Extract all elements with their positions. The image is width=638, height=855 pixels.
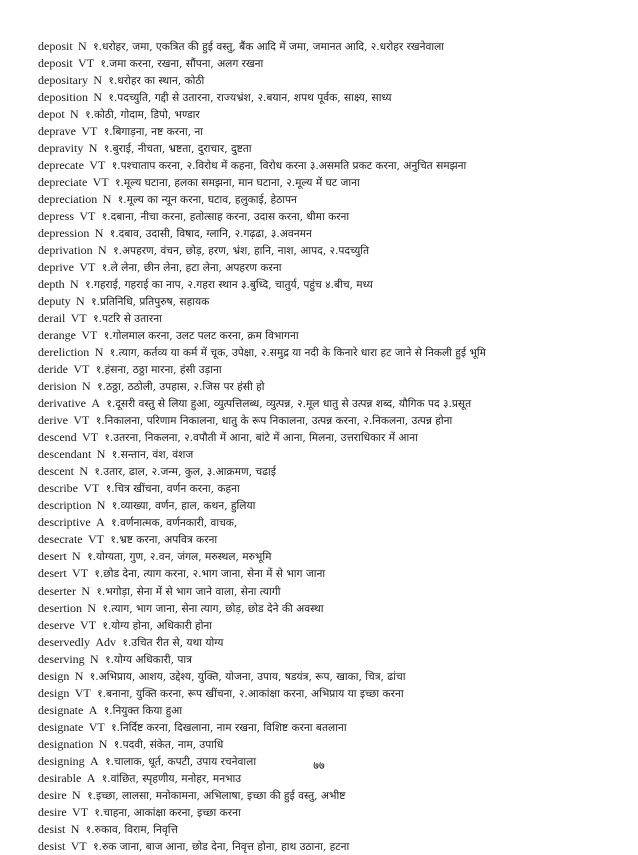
entry-part-of-speech: VT (70, 838, 87, 853)
entry-headword: depreciate (38, 175, 88, 190)
entry-headword: dereliction (38, 345, 90, 360)
entry-headword: designate (38, 719, 84, 734)
dictionary-entry (38, 378, 630, 395)
dictionary-entry (38, 821, 630, 838)
entry-part-of-speech: VT (73, 413, 90, 428)
entry-headword: desirable (38, 770, 82, 785)
dictionary-entry (38, 106, 630, 123)
dictionary-entry (38, 157, 630, 174)
entry-headword: derange (38, 328, 76, 343)
entry-part-of-speech: N (79, 464, 89, 479)
entry-meaning: १.जमा करना, रखना, सौंपना, अलग रखना (100, 58, 264, 71)
entry-part-of-speech: VT (72, 566, 89, 581)
entry-meaning: १.रुकाव, विराम, निवृत्ति (85, 823, 178, 836)
entry-meaning: १.बिगाड़ना, नष्ट करना, ना (103, 126, 204, 139)
dictionary-entry (38, 395, 630, 412)
entry-meaning: १.त्याग, भाग जाना, सेना त्याग, छोड़, छोड देने की अवस्था (102, 602, 324, 615)
entry-meaning: १.दबाव, उदासी, विषाद, ग्लानि, २.गढ़ढा, ३.अवनमन (109, 228, 312, 241)
entry-part-of-speech: N (72, 549, 81, 564)
dictionary-entry (38, 514, 630, 531)
entry-part-of-speech: A (91, 396, 101, 411)
entry-part-of-speech: N (93, 90, 103, 105)
entry-headword: desire (38, 787, 67, 802)
entry-meaning: १.पदच्युति, गद्दी से उतारना, राज्यभ्रंश, २.बयान, शपथ पूर्वक, साक्ष्य, साध्य (108, 92, 392, 105)
entry-part-of-speech: VT (80, 617, 97, 632)
dictionary-entry (38, 480, 630, 497)
entry-meaning: १.कोठी, गोदाम, डिपो, भण्डार (85, 109, 200, 122)
entry-meaning: १.छोड देना, त्याग करना, २.भाग जाना, सेना में से भाग जाना (94, 568, 326, 581)
entry-meaning: १.भ्रष्ट करना, अपवित्र करना (110, 534, 218, 547)
entry-part-of-speech: N (70, 277, 79, 292)
entry-headword: describe (38, 481, 78, 496)
entry-part-of-speech: N (94, 345, 104, 360)
dictionary-entry (38, 634, 630, 651)
dictionary-entry (38, 174, 630, 191)
entry-list (38, 38, 630, 855)
entry-part-of-speech: N (88, 141, 98, 156)
entry-headword: designing (38, 753, 85, 768)
entry-meaning: १.धरोहर, जमा, एकत्रित की हुई वस्तु, बैंक आदि में जमा, जमानत आदि, २.धरोहर रखनेवाला (93, 41, 445, 53)
entry-headword: designate (38, 702, 84, 717)
dictionary-entry (38, 617, 630, 634)
dictionary-entry (38, 361, 630, 378)
entry-meaning: १.गहराई, गहराई का नाप, २.गहरा स्थान ३.बुध्दि, चातुर्य, पहुंच ४.बीच, मध्य (85, 279, 373, 292)
entry-meaning: १.पश्चाताप करना, २.विरोध में कहना, विरोध करना ३.असमति प्रकट करना, अनुचित समझना (111, 160, 467, 173)
entry-headword: deposit (38, 39, 73, 53)
entry-meaning: १.हंसना, ठठ्ठा मारना, हंसी उड़ाना (95, 364, 222, 377)
entry-meaning: १.चालाक, धूर्त, कपटी, उपाय रचनेवाला (105, 755, 257, 768)
dictionary-entry (38, 668, 630, 685)
entry-headword: depositary (38, 73, 88, 88)
entry-meaning: १.योग्यता, गुण, २.वन, जंगल, मरुस्थल, मरुभूमि (87, 551, 272, 564)
dictionary-entry (38, 565, 630, 582)
dictionary-entry (38, 38, 630, 55)
entry-part-of-speech: A (96, 515, 105, 530)
entry-part-of-speech: VT (92, 175, 109, 190)
entry-meaning: १.वांछित, स्पृहणीय, मनोहर, मनभाउ (101, 772, 242, 785)
entry-meaning: १.सन्तान, वंश, वंशज (111, 449, 194, 462)
entry-headword: deposit (38, 56, 73, 71)
entry-part-of-speech: Adv (95, 634, 117, 649)
entry-headword: desire (38, 804, 67, 819)
entry-part-of-speech: N (93, 73, 103, 88)
entry-headword: designation (38, 736, 94, 751)
entry-meaning: १.ठठ्ठा, ठठोली, उपहास, २.जिस पर हंसी हो (97, 381, 265, 394)
entry-part-of-speech: VT (78, 56, 95, 71)
dictionary-entry (38, 787, 630, 804)
entry-headword: derision (38, 379, 77, 394)
dictionary-entry (38, 276, 630, 293)
entry-part-of-speech: VT (81, 328, 98, 343)
entry-headword: depth (38, 277, 65, 292)
entry-meaning: १.इच्छा, लालसा, मनोकामना, अभिलाषा, इच्छा की हुई वस्तु, अभीष्ट (87, 789, 346, 802)
entry-meaning: १.उतरना, निकलना, २.वपौती में आना, बांटे में आना, मिलना, उत्तराधिकार में आना (104, 432, 418, 445)
dictionary-entry (38, 463, 630, 480)
entry-headword: deride (38, 362, 68, 377)
entry-meaning: १.रुक जाना, बाज आना, छोड देना, निवृत्त होना, हाथ उठाना, हटना (93, 840, 350, 853)
entry-meaning: १.योग्य अधिकारी, पात्र (105, 653, 192, 666)
entry-meaning: १.धरोहर का स्थान, कोठी (108, 75, 205, 88)
entry-headword: deprave (38, 124, 76, 139)
entry-part-of-speech: N (96, 498, 106, 513)
dictionary-entry (38, 446, 630, 463)
dictionary-entry (38, 327, 630, 344)
dictionary-entry (38, 293, 630, 310)
entry-headword: desert (38, 566, 67, 581)
entry-headword: descend (38, 430, 77, 445)
page-number: ७७ (313, 759, 325, 772)
entry-part-of-speech: N (72, 787, 81, 802)
entry-headword: deserter (38, 583, 76, 598)
entry-part-of-speech: VT (89, 158, 106, 173)
dictionary-entry (38, 736, 630, 753)
entry-headword: desert (38, 549, 67, 564)
entry-part-of-speech: N (94, 226, 104, 241)
dictionary-entry (38, 208, 630, 225)
dictionary-entry (38, 548, 630, 565)
entry-headword: deservedly (38, 634, 90, 649)
entry-headword: deserve (38, 617, 75, 632)
dictionary-entry (38, 225, 630, 242)
entry-headword: descendant (38, 447, 92, 462)
entry-part-of-speech: A (86, 770, 96, 785)
entry-part-of-speech: VT (73, 362, 90, 377)
dictionary-entry (38, 310, 630, 327)
entry-headword: derivative (38, 396, 86, 411)
dictionary-entry (38, 191, 630, 208)
dictionary-entry (38, 412, 630, 429)
entry-part-of-speech: VT (88, 719, 105, 734)
dictionary-entry (38, 702, 630, 719)
dictionary-entry (38, 685, 630, 702)
entry-headword: descriptive (38, 515, 91, 530)
dictionary-entry (38, 123, 630, 140)
entry-headword: desecrate (38, 532, 83, 547)
entry-meaning: १.अभिप्राय, आशय, उद्देश्य, युक्ति, योजना, उपाय, षडयंत्र, रूप, खाका, चित्र, ढांचा (89, 670, 406, 683)
entry-meaning: १.निकालना, परिणाम निकालना, धातु के रूप निकालना, उत्पन्न करना, २.निकलना, उत्पन्न होना (95, 415, 453, 428)
entry-meaning: १.निर्दिष्ट करना, दिखलाना, नाम रखना, विशिष्ट करना बतलाना (111, 721, 347, 734)
dictionary-entry (38, 429, 630, 446)
entry-headword: desertion (38, 600, 82, 615)
entry-part-of-speech: VT (79, 260, 96, 275)
entry-part-of-speech: N (81, 583, 91, 598)
entry-meaning: १.व्याख्या, वर्णन, हाल, कथन, हुलिया (111, 500, 256, 513)
entry-meaning: १.वर्णनात्मक, वर्णनकारी, वाचक, (111, 517, 238, 530)
entry-meaning: १.चाहना, आकांक्षा करना, इच्छा करना (94, 806, 241, 819)
entry-headword: depress (38, 209, 74, 224)
dictionary-entry (38, 531, 630, 548)
entry-headword: descent (38, 464, 74, 479)
entry-headword: design (38, 685, 70, 700)
entry-meaning: १.उचित रीत से, यथा योग्य (122, 636, 224, 649)
entry-meaning: १.दबाना, नीचा करना, हतोत्साह करना, उदास करना, धीमा करना (101, 211, 350, 224)
dictionary-entry (38, 259, 630, 276)
entry-headword: deputy (38, 294, 71, 309)
entry-part-of-speech: VT (82, 430, 99, 445)
entry-headword: deprecate (38, 158, 84, 173)
entry-headword: depression (38, 226, 90, 241)
dictionary-entry (38, 804, 630, 821)
entry-meaning: १.चित्र खींचना, वर्णन करना, कहना (105, 483, 240, 496)
entry-meaning: १.ले लेना, छीन लेना, हटा लेना, अपहरण करना (101, 262, 282, 275)
dictionary-entry (38, 651, 630, 668)
entry-headword: depot (38, 107, 65, 122)
entry-meaning: १.प्रतिनिधि, प्रतिपुरुष, सहायक (91, 296, 210, 309)
entry-headword: design (38, 668, 70, 683)
entry-headword: desist (38, 838, 66, 853)
entry-part-of-speech: N (70, 821, 80, 836)
entry-headword: derive (38, 413, 68, 428)
entry-part-of-speech: N (78, 39, 87, 53)
dictionary-entry (38, 719, 630, 736)
entry-part-of-speech: N (96, 447, 106, 462)
entry-part-of-speech: N (74, 668, 84, 683)
entry-meaning: १.बुराई, नीचता, भ्रष्टता, दुराचार, दुष्टता (103, 143, 252, 156)
entry-headword: deposition (38, 90, 88, 105)
entry-headword: depreciation (38, 192, 98, 207)
entry-part-of-speech: VT (74, 685, 91, 700)
entry-meaning: १.पटरि से उतारना (93, 313, 162, 326)
dictionary-entry (38, 344, 630, 361)
entry-part-of-speech: N (98, 736, 108, 751)
entry-meaning: १.मूल्य का न्यून करना, घटाव, हलुकाई, हेठापन (117, 194, 297, 207)
entry-meaning: १.गोलमाल करना, उलट पलट करना, क्रम विभागना (103, 330, 299, 343)
entry-part-of-speech: VT (79, 209, 96, 224)
dictionary-entry (38, 242, 630, 259)
dictionary-entry (38, 72, 630, 89)
entry-meaning: १.भगोड़ा, सेना में से भाग जाने वाला, सेना त्यागी (96, 585, 281, 598)
entry-headword: depravity (38, 141, 84, 156)
entry-headword: derail (38, 311, 66, 326)
entry-part-of-speech: VT (72, 804, 89, 819)
dictionary-entry (38, 600, 630, 617)
entry-part-of-speech: N (82, 379, 91, 394)
entry-part-of-speech: N (98, 243, 107, 258)
entry-meaning: १.उतार, ढाल, २.जन्म, कुल, ३.आक्रमण, चढाई (94, 466, 276, 479)
dictionary-entry (38, 140, 630, 157)
entry-part-of-speech: VT (81, 124, 98, 139)
entry-part-of-speech: VT (83, 481, 100, 496)
entry-meaning: १.बनाना, युक्ति करना, रूप खींचना, २.आकांक्षा करना, अभिप्राय या इच्छा करना (97, 687, 404, 700)
entry-part-of-speech: N (70, 107, 79, 122)
entry-headword: deserving (38, 651, 85, 666)
entry-part-of-speech: A (90, 753, 99, 768)
entry-headword: description (38, 498, 92, 513)
dictionary-entry (38, 838, 630, 855)
entry-part-of-speech: A (88, 702, 98, 717)
dictionary-entry (38, 497, 630, 514)
dictionary-entry (38, 55, 630, 72)
dictionary-entry (38, 89, 630, 106)
entry-meaning: १.पदवी, संकेत, नाम, उपाधि (113, 738, 224, 751)
entry-headword: deprivation (38, 243, 93, 258)
entry-part-of-speech: VT (70, 311, 87, 326)
entry-part-of-speech: N (87, 600, 97, 615)
entry-headword: desist (38, 821, 66, 836)
entry-headword: deprive (38, 260, 74, 275)
entry-meaning: १.दूसरी वस्तु से लिया हुआ, व्युत्पत्तिलब्ध, व्युत्पन्न, २.मूल धातु से उत्पन्न शब्द, यौगिक पद ३.प्रसूत (106, 398, 472, 411)
entry-part-of-speech: N (76, 294, 85, 309)
entry-part-of-speech: VT (88, 532, 105, 547)
entry-part-of-speech: N (90, 651, 99, 666)
entry-meaning: १.नियुक्त किया हुआ (103, 704, 183, 717)
entry-part-of-speech: N (102, 192, 112, 207)
entry-meaning: १.योग्य होना, अधिकारी होना (102, 619, 213, 632)
dictionary-entry (38, 583, 630, 600)
entry-meaning: १.मूल्य घटाना, हलका समझना, मान घटाना, २.मूल्य में घट जाना (115, 177, 360, 190)
entry-meaning: १.अपहरण, वंचन, छोड़, हरण, भ्रंश, हानि, नाश, आपद, २.पदच्युति (113, 245, 370, 258)
entry-meaning: १.त्याग, कर्तव्य या कर्म में चूक, उपेक्षा, २.समुद्र या नदी के किनारे धारा हट जाने से निकली हुई भूमि (109, 347, 487, 360)
